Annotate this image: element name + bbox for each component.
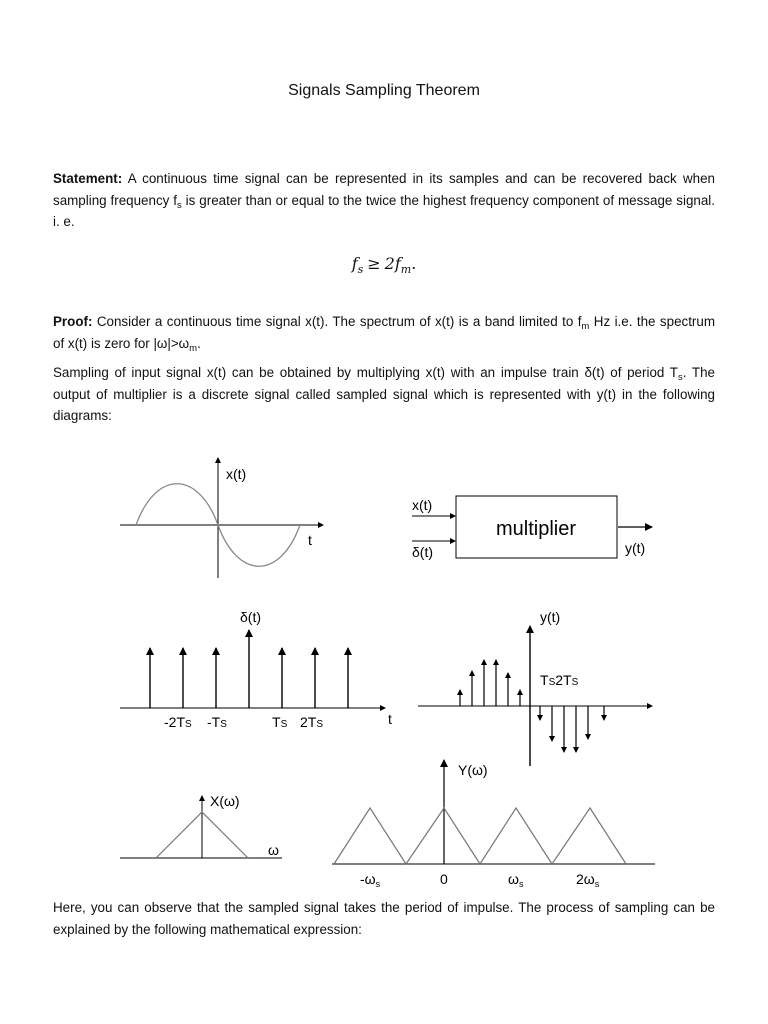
tick-minus-ts: -TS (207, 714, 227, 730)
statement-text: A continuous time signal can be represented in its samples and can be recovered back when sampling frequency f (53, 171, 715, 208)
impulse-train-plot (120, 609, 392, 730)
sampled-y-label: y(t) (540, 609, 561, 625)
tick-2ts: 2TS (300, 714, 324, 730)
page-title: Signals Sampling Theorem (288, 82, 480, 99)
y-spectrum-label: Y(ω) (458, 762, 488, 778)
closing-paragraph: Here, you can observe that the sampled signal takes the period of impulse. The process of sampling can be explained by the following mathematical expression: (53, 900, 715, 937)
multiplier-output: y(t) (625, 540, 646, 556)
proof-text: Consider a continuous time signal x(t). The spectrum of x(t) is a band limited to f (92, 314, 582, 329)
tick-minus-2ts: -2TS (164, 714, 192, 730)
x-spectrum-plot (120, 793, 282, 858)
formula-lhs: f (351, 254, 358, 273)
x-spectrum-label: X(ω) (210, 793, 240, 809)
tick-ws: $\omega_s$ (508, 871, 524, 889)
proof-text-end: . (197, 335, 201, 351)
proof-text-cont: Hz i.e. the spectrum of x(t) is zero for |ω|>ω (53, 314, 715, 351)
tick-zero: 0 (440, 871, 448, 887)
sampled-period-annotation: TS2TS (540, 672, 579, 688)
statement-subscript: s (177, 199, 182, 211)
formula-operator: ≥ (367, 254, 381, 273)
tick-minus-ws: $-\omega_s$ (360, 871, 381, 889)
x-spectrum-omega-label: ω (268, 842, 279, 858)
sampling-text: Sampling of input signal x(t) can be obtained by multiplying x(t) with an impulse train δ(t) of period T (53, 365, 678, 380)
multiplier-label: multiplier (495, 518, 577, 540)
statement-text-cont: is greater than or equal to the twice the highest frequency component of message signal. i. e. (53, 192, 715, 229)
multiplier-input-x: x(t) (412, 497, 433, 513)
impulse-x-label: t (388, 711, 392, 727)
formula-end: . (411, 254, 417, 273)
y-spectrum-plot (332, 760, 655, 889)
formula-lhs-sub: s (357, 263, 364, 276)
tick-2ws: $2\omega_s$ (576, 871, 600, 889)
sine-wave-plot (120, 458, 323, 578)
statement-label: Statement: (53, 171, 123, 186)
sampling-text-cont: . The output of multiplier is a discrete signal called sampled signal which is represented with y(t) in the following diagrams: (53, 365, 715, 423)
sampling-subscript: s (677, 372, 683, 383)
impulse-y-label: δ(t) (240, 609, 262, 625)
formula-rhs: 2f (384, 254, 401, 273)
tick-ts: TS (272, 714, 288, 730)
sampled-signal-plot (418, 609, 652, 766)
sine-x-label: t (308, 532, 312, 548)
proof-subscript-wm: m (189, 342, 198, 354)
formula-rhs-sub: m (400, 263, 412, 276)
proof-subscript-fm: m (581, 321, 590, 332)
multiplier-input-delta: δ(t) (412, 544, 434, 560)
multiplier-block-diagram (412, 496, 652, 560)
sine-y-label: x(t) (226, 466, 247, 482)
proof-label: Proof: (53, 314, 93, 329)
y-spectrum-replicas (334, 808, 626, 864)
